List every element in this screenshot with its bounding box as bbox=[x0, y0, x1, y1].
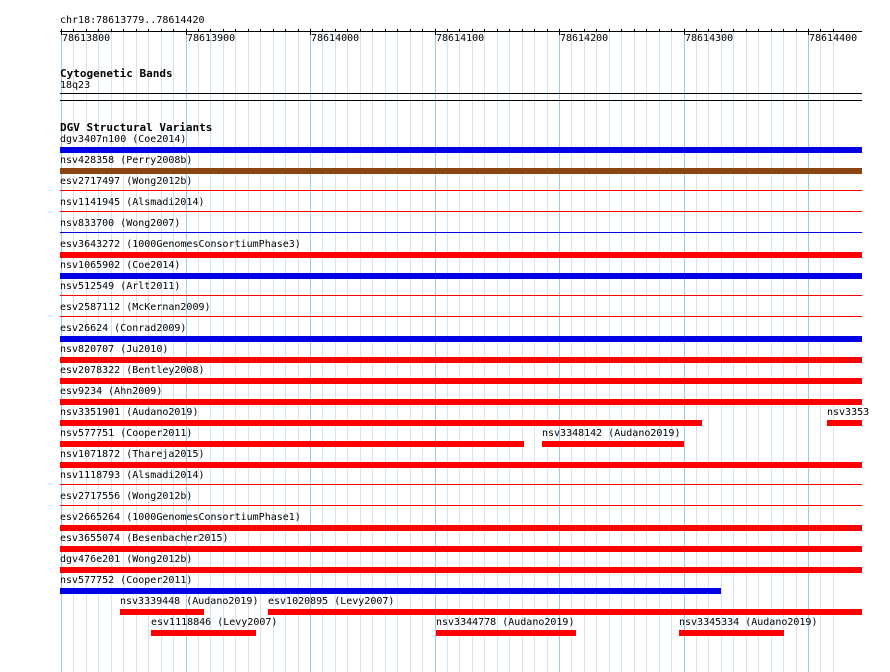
variant-label[interactable]: esv2717556 (Wong2012b) bbox=[60, 491, 193, 502]
dgv-track-title[interactable]: DGV Structural Variants bbox=[60, 121, 213, 134]
ruler-minor-tick bbox=[385, 29, 386, 32]
cytoband-line-top bbox=[60, 93, 862, 94]
variant-bar-gain[interactable] bbox=[60, 588, 721, 594]
ruler-axis bbox=[60, 31, 862, 32]
cytoband-label[interactable]: 18q23 bbox=[60, 80, 91, 91]
ruler-minor-tick bbox=[746, 29, 747, 32]
ruler-minor-tick bbox=[596, 29, 597, 32]
ruler-minor-tick bbox=[410, 29, 411, 32]
ruler-minor-tick bbox=[161, 29, 162, 32]
variant-bar-loss[interactable] bbox=[60, 441, 524, 447]
ruler-minor-tick bbox=[522, 29, 523, 32]
variant-label[interactable]: nsv1118793 (Alsmadi2014) bbox=[60, 470, 205, 481]
cytoband-line-bottom bbox=[60, 100, 862, 101]
ruler-minor-tick bbox=[484, 29, 485, 32]
variant-bar-loss[interactable] bbox=[60, 316, 862, 317]
variant-bar-loss[interactable] bbox=[679, 630, 784, 636]
ruler-minor-tick bbox=[771, 29, 772, 32]
variant-label[interactable]: nsv3348142 (Audano2019) bbox=[542, 428, 681, 439]
variant-bar-loss[interactable] bbox=[60, 252, 862, 258]
ruler-minor-tick bbox=[497, 29, 498, 32]
ruler-minor-tick bbox=[783, 29, 784, 32]
variant-bar-loss[interactable] bbox=[60, 190, 862, 191]
ruler-tick-label: 78613900 bbox=[187, 33, 236, 44]
variant-label[interactable]: esv1020895 (Levy2007) bbox=[268, 596, 395, 607]
ruler-minor-tick bbox=[223, 29, 224, 32]
ruler-minor-tick bbox=[98, 29, 99, 32]
variant-label[interactable]: esv9234 (Ahn2009) bbox=[60, 386, 163, 397]
ruler-minor-tick bbox=[547, 29, 548, 32]
variant-label[interactable]: nsv3344778 (Audano2019) bbox=[436, 617, 575, 628]
variant-bar-loss[interactable] bbox=[60, 567, 862, 573]
variant-bar-loss[interactable] bbox=[268, 609, 862, 615]
ruler-tick-label: 78614000 bbox=[311, 33, 360, 44]
ruler-minor-tick bbox=[472, 29, 473, 32]
ruler-minor-tick bbox=[758, 29, 759, 32]
ruler-minor-tick bbox=[248, 29, 249, 32]
variant-bar-loss[interactable] bbox=[60, 525, 862, 531]
ruler-minor-tick bbox=[721, 29, 722, 32]
variant-bar-both[interactable] bbox=[60, 168, 862, 174]
ruler-minor-tick bbox=[285, 29, 286, 32]
ruler-tick-label: 78614300 bbox=[685, 33, 734, 44]
ruler-tick-label: 78614200 bbox=[560, 33, 609, 44]
variant-bar-loss[interactable] bbox=[827, 420, 862, 426]
ruler-minor-tick bbox=[322, 29, 323, 32]
variant-label[interactable]: nsv512549 (Arlt2011) bbox=[60, 281, 181, 292]
ruler-minor-tick bbox=[136, 29, 137, 32]
variant-label[interactable]: nsv1141945 (Alsmadi2014) bbox=[60, 197, 205, 208]
ruler-minor-tick bbox=[733, 29, 734, 32]
variant-bar-loss[interactable] bbox=[60, 211, 862, 212]
variant-label[interactable]: nsv3345334 (Audano2019) bbox=[679, 617, 818, 628]
variant-label[interactable]: nsv577751 (Cooper2011) bbox=[60, 428, 193, 439]
variant-bar-loss[interactable] bbox=[60, 462, 862, 468]
ruler-minor-tick bbox=[671, 29, 672, 32]
variant-bar-loss[interactable] bbox=[120, 609, 204, 615]
variant-bar-loss[interactable] bbox=[60, 378, 862, 384]
ruler-minor-tick bbox=[447, 29, 448, 32]
ruler-minor-tick bbox=[571, 29, 572, 32]
variant-label[interactable]: esv2717497 (Wong2012b) bbox=[60, 176, 193, 187]
variant-label[interactable]: esv3643272 (1000GenomesConsortiumPhase3) bbox=[60, 239, 301, 250]
ruler-minor-tick bbox=[73, 29, 74, 32]
variant-bar-loss[interactable] bbox=[60, 546, 862, 552]
ruler-minor-tick bbox=[708, 29, 709, 32]
variant-label[interactable]: nsv1065902 (Coe2014) bbox=[60, 260, 181, 271]
variant-bar-loss[interactable] bbox=[60, 484, 862, 485]
ruler-minor-tick bbox=[584, 29, 585, 32]
ruler-minor-tick bbox=[509, 29, 510, 32]
ruler-minor-tick bbox=[260, 29, 261, 32]
cytoband-track-title[interactable]: Cytogenetic Bands bbox=[60, 67, 173, 80]
ruler-minor-tick bbox=[347, 29, 348, 32]
variant-label[interactable]: esv26624 (Conrad2009) bbox=[60, 323, 187, 334]
ruler-minor-tick bbox=[459, 29, 460, 32]
ruler-tick-label: 78614100 bbox=[436, 33, 485, 44]
ruler-minor-tick bbox=[360, 29, 361, 32]
variant-label[interactable]: esv2078322 (Bentley2008) bbox=[60, 365, 205, 376]
ruler-minor-tick bbox=[298, 29, 299, 32]
variant-label[interactable]: nsv833700 (Wong2007) bbox=[60, 218, 181, 229]
ruler-minor-tick bbox=[148, 29, 149, 32]
variant-bar-loss[interactable] bbox=[60, 357, 862, 363]
scale-ruler[interactable] bbox=[0, 27, 890, 49]
variant-bar-gain[interactable] bbox=[60, 147, 862, 153]
variant-label[interactable]: nsv3339448 (Audano2019) bbox=[120, 596, 259, 607]
variant-bar-gain[interactable] bbox=[60, 336, 862, 342]
variant-bar-loss[interactable] bbox=[60, 295, 862, 296]
ruler-minor-tick bbox=[198, 29, 199, 32]
ruler-minor-tick bbox=[210, 29, 211, 32]
variant-label[interactable]: esv1118846 (Levy2007) bbox=[151, 617, 278, 628]
variant-label[interactable]: esv3655074 (Besenbacher2015) bbox=[60, 533, 229, 544]
variant-label[interactable]: nsv1071872 (Thareja2015) bbox=[60, 449, 205, 460]
variant-label[interactable]: esv2587112 (McKernan2009) bbox=[60, 302, 211, 313]
variant-label[interactable]: nsv820707 (Ju2010) bbox=[60, 344, 169, 355]
ruler-minor-tick bbox=[609, 29, 610, 32]
ruler-minor-tick bbox=[634, 29, 635, 32]
variant-bar-loss[interactable] bbox=[60, 420, 702, 426]
variant-label[interactable]: nsv3353 bbox=[827, 407, 870, 418]
ruler-minor-tick bbox=[111, 29, 112, 32]
variant-label[interactable]: nsv428358 (Perry2008b) bbox=[60, 155, 193, 166]
variant-bar-loss[interactable] bbox=[436, 630, 576, 636]
ruler-minor-tick bbox=[659, 29, 660, 32]
variant-label[interactable]: dgv476e201 (Wong2012b) bbox=[60, 554, 193, 565]
ruler-minor-tick bbox=[422, 29, 423, 32]
ruler-minor-tick bbox=[796, 29, 797, 32]
ruler-minor-tick bbox=[372, 29, 373, 32]
ruler-minor-tick bbox=[86, 29, 87, 32]
variant-label[interactable]: dgv3407n100 (Coe2014) bbox=[60, 134, 187, 145]
variant-bar-loss[interactable] bbox=[60, 399, 862, 405]
variant-bar-gain[interactable] bbox=[60, 232, 862, 233]
variant-bar-loss[interactable] bbox=[60, 505, 862, 506]
ruler-minor-tick bbox=[820, 29, 821, 32]
ruler-minor-tick bbox=[696, 29, 697, 32]
ruler-minor-tick bbox=[833, 29, 834, 32]
variant-bar-loss[interactable] bbox=[542, 441, 684, 447]
variant-bar-gain[interactable] bbox=[60, 273, 862, 279]
ruler-tick-label: 78613800 bbox=[62, 33, 111, 44]
ruler-minor-tick bbox=[173, 29, 174, 32]
ruler-minor-tick bbox=[534, 29, 535, 32]
ruler-minor-tick bbox=[646, 29, 647, 32]
ruler-minor-tick bbox=[335, 29, 336, 32]
ruler-minor-tick bbox=[123, 29, 124, 32]
ruler-location: chr18:78613779..78614420 bbox=[60, 15, 205, 26]
variant-label[interactable]: nsv3351901 (Audano2019) bbox=[60, 407, 199, 418]
ruler-minor-tick bbox=[273, 29, 274, 32]
ruler-minor-tick bbox=[397, 29, 398, 32]
ruler-tick-label: 78614400 bbox=[809, 33, 858, 44]
ruler-minor-tick bbox=[235, 29, 236, 32]
variant-bar-loss[interactable] bbox=[151, 630, 256, 636]
variant-label[interactable]: esv2665264 (1000GenomesConsortiumPhase1) bbox=[60, 512, 301, 523]
ruler-minor-tick bbox=[621, 29, 622, 32]
variant-label[interactable]: nsv577752 (Cooper2011) bbox=[60, 575, 193, 586]
